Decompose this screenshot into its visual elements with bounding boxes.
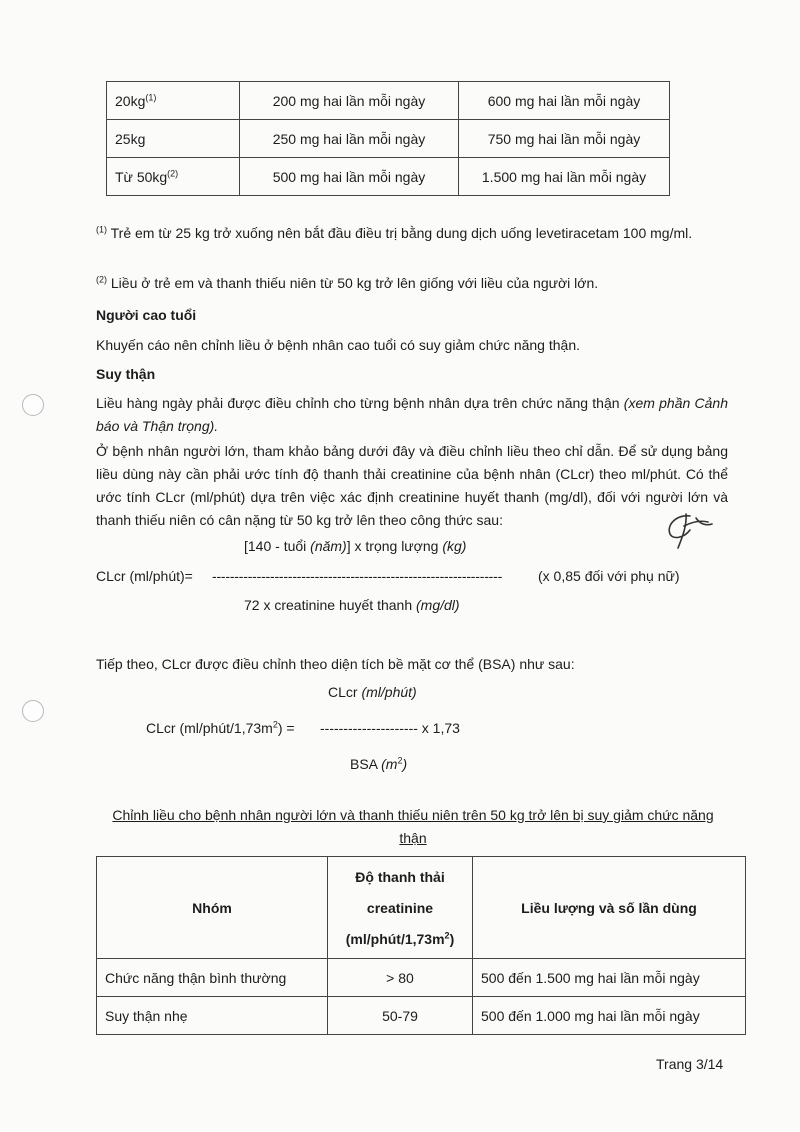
formula1-denominator: 72 x creatinine huyết thanh (mg/dl): [244, 597, 460, 613]
table-row: [107, 82, 670, 120]
formula1-fraction-bar: -----------------------------------------------------------------: [212, 568, 503, 584]
dose-cell: 200 mg hai lần mỗi ngày: [240, 82, 459, 120]
bsa-fraction: --------------------- x 1,73: [320, 720, 460, 736]
formula1-female-factor: (x 0,85 đối với phụ nữ): [538, 568, 680, 584]
elderly-text: Khuyến cáo nên chỉnh liều ở bệnh nhân cao tuổi có suy giảm chức năng thận.: [96, 337, 580, 353]
table-row: [97, 997, 746, 1035]
renal-adjustment-table: [96, 856, 746, 1035]
header-dose: Liều lượng và số lần dùng: [473, 857, 746, 959]
table-row: [97, 959, 746, 997]
dose-cell: 600 mg hai lần mỗi ngày: [459, 82, 670, 120]
table-row: [107, 120, 670, 158]
bsa-numerator: CLcr (ml/phút): [328, 684, 417, 700]
clearance-cell: 50-79: [328, 997, 473, 1035]
punch-hole-lower: [22, 700, 44, 722]
dose-cell: 500 đến 1.500 mg hai lần mỗi ngày: [473, 959, 746, 997]
bsa-intro: Tiếp theo, CLcr được điều chỉnh theo diện tích bề mặt cơ thể (BSA) như sau:: [96, 656, 575, 672]
group-cell: Chức năng thận bình thường: [97, 959, 328, 997]
footnote-2: $^{(2)}$ Liều ở trẻ em và thanh thiếu niên từ 50 kg trở lên giống với liều của người lớn.: [96, 274, 599, 291]
header-clearance: Độ thanh thải creatinine $(ml/phút/1,73m^2)$: [328, 857, 473, 959]
dose-cell: 750 mg hai lần mỗi ngày: [459, 120, 670, 158]
header-group: Nhóm: [97, 857, 328, 959]
weight-cell: 25kg: [107, 120, 240, 158]
dose-cell: 500 mg hai lần mỗi ngày: [240, 158, 459, 196]
handwritten-initial: [660, 510, 716, 550]
dose-cell: 250 mg hai lần mỗi ngày: [240, 120, 459, 158]
renal-paragraph-2: Ở bệnh nhân người lớn, tham khảo bảng dưới đây và điều chỉnh liều theo chỉ dẫn. Để sử dụng bảng liều dùng này cần phải ước tính độ thanh thải creatinine của bệnh nhân (CLcr) theo ml/phút. Có thể ước tính CLcr (ml/phút) dựa trên việc xác định creatinine huyết thanh (mg/dl), đối với người lớn và thanh thiếu niên có cân nặng từ 50 kg trở lên theo công thức sau:: [96, 443, 728, 528]
footnote-1: $^{(1)}$ Trẻ em từ 25 kg trở xuống nên bắt đầu điều trị bằng dung dịch uống levetiracetam 100 mg/ml.: [96, 224, 693, 241]
clearance-cell: > 80: [328, 959, 473, 997]
formula1-numerator: [140 - tuổi (năm)] x trọng lượng (kg): [244, 538, 467, 554]
formula1-lhs: CLcr (ml/phút)=: [96, 568, 193, 584]
weight-cell: $20kg^{(1)}$: [107, 82, 240, 120]
table-row: [107, 158, 670, 196]
renal-paragraph-1: Liều hàng ngày phải được điều chỉnh cho từng bệnh nhân dựa trên chức năng thận (xem phần Cảnh báo và Thận trọng).: [96, 395, 728, 434]
adjustment-table-title: Chỉnh liều cho bệnh nhân người lớn và thanh thiếu niên trên 50 kg trở lên bị suy giảm chức năng thận: [112, 807, 714, 846]
table-header-row: [97, 857, 746, 959]
punch-hole-upper: [22, 394, 44, 416]
pediatric-dose-table: [106, 81, 670, 196]
group-cell: Suy thận nhẹ: [97, 997, 328, 1035]
bsa-denominator: BSA $(m^2)$: [350, 755, 408, 772]
page-number: Trang 3/14: [656, 1056, 724, 1072]
dose-cell: 500 đến 1.000 mg hai lần mỗi ngày: [473, 997, 746, 1035]
bsa-lhs: CLcr $(ml/phút/1,73m^2)$ =: [146, 719, 295, 736]
weight-cell: Từ $50kg^{(2)}$: [107, 158, 240, 196]
heading-renal: Suy thận: [96, 366, 156, 382]
heading-elderly: Người cao tuổi: [96, 307, 197, 323]
dose-cell: 1.500 mg hai lần mỗi ngày: [459, 158, 670, 196]
